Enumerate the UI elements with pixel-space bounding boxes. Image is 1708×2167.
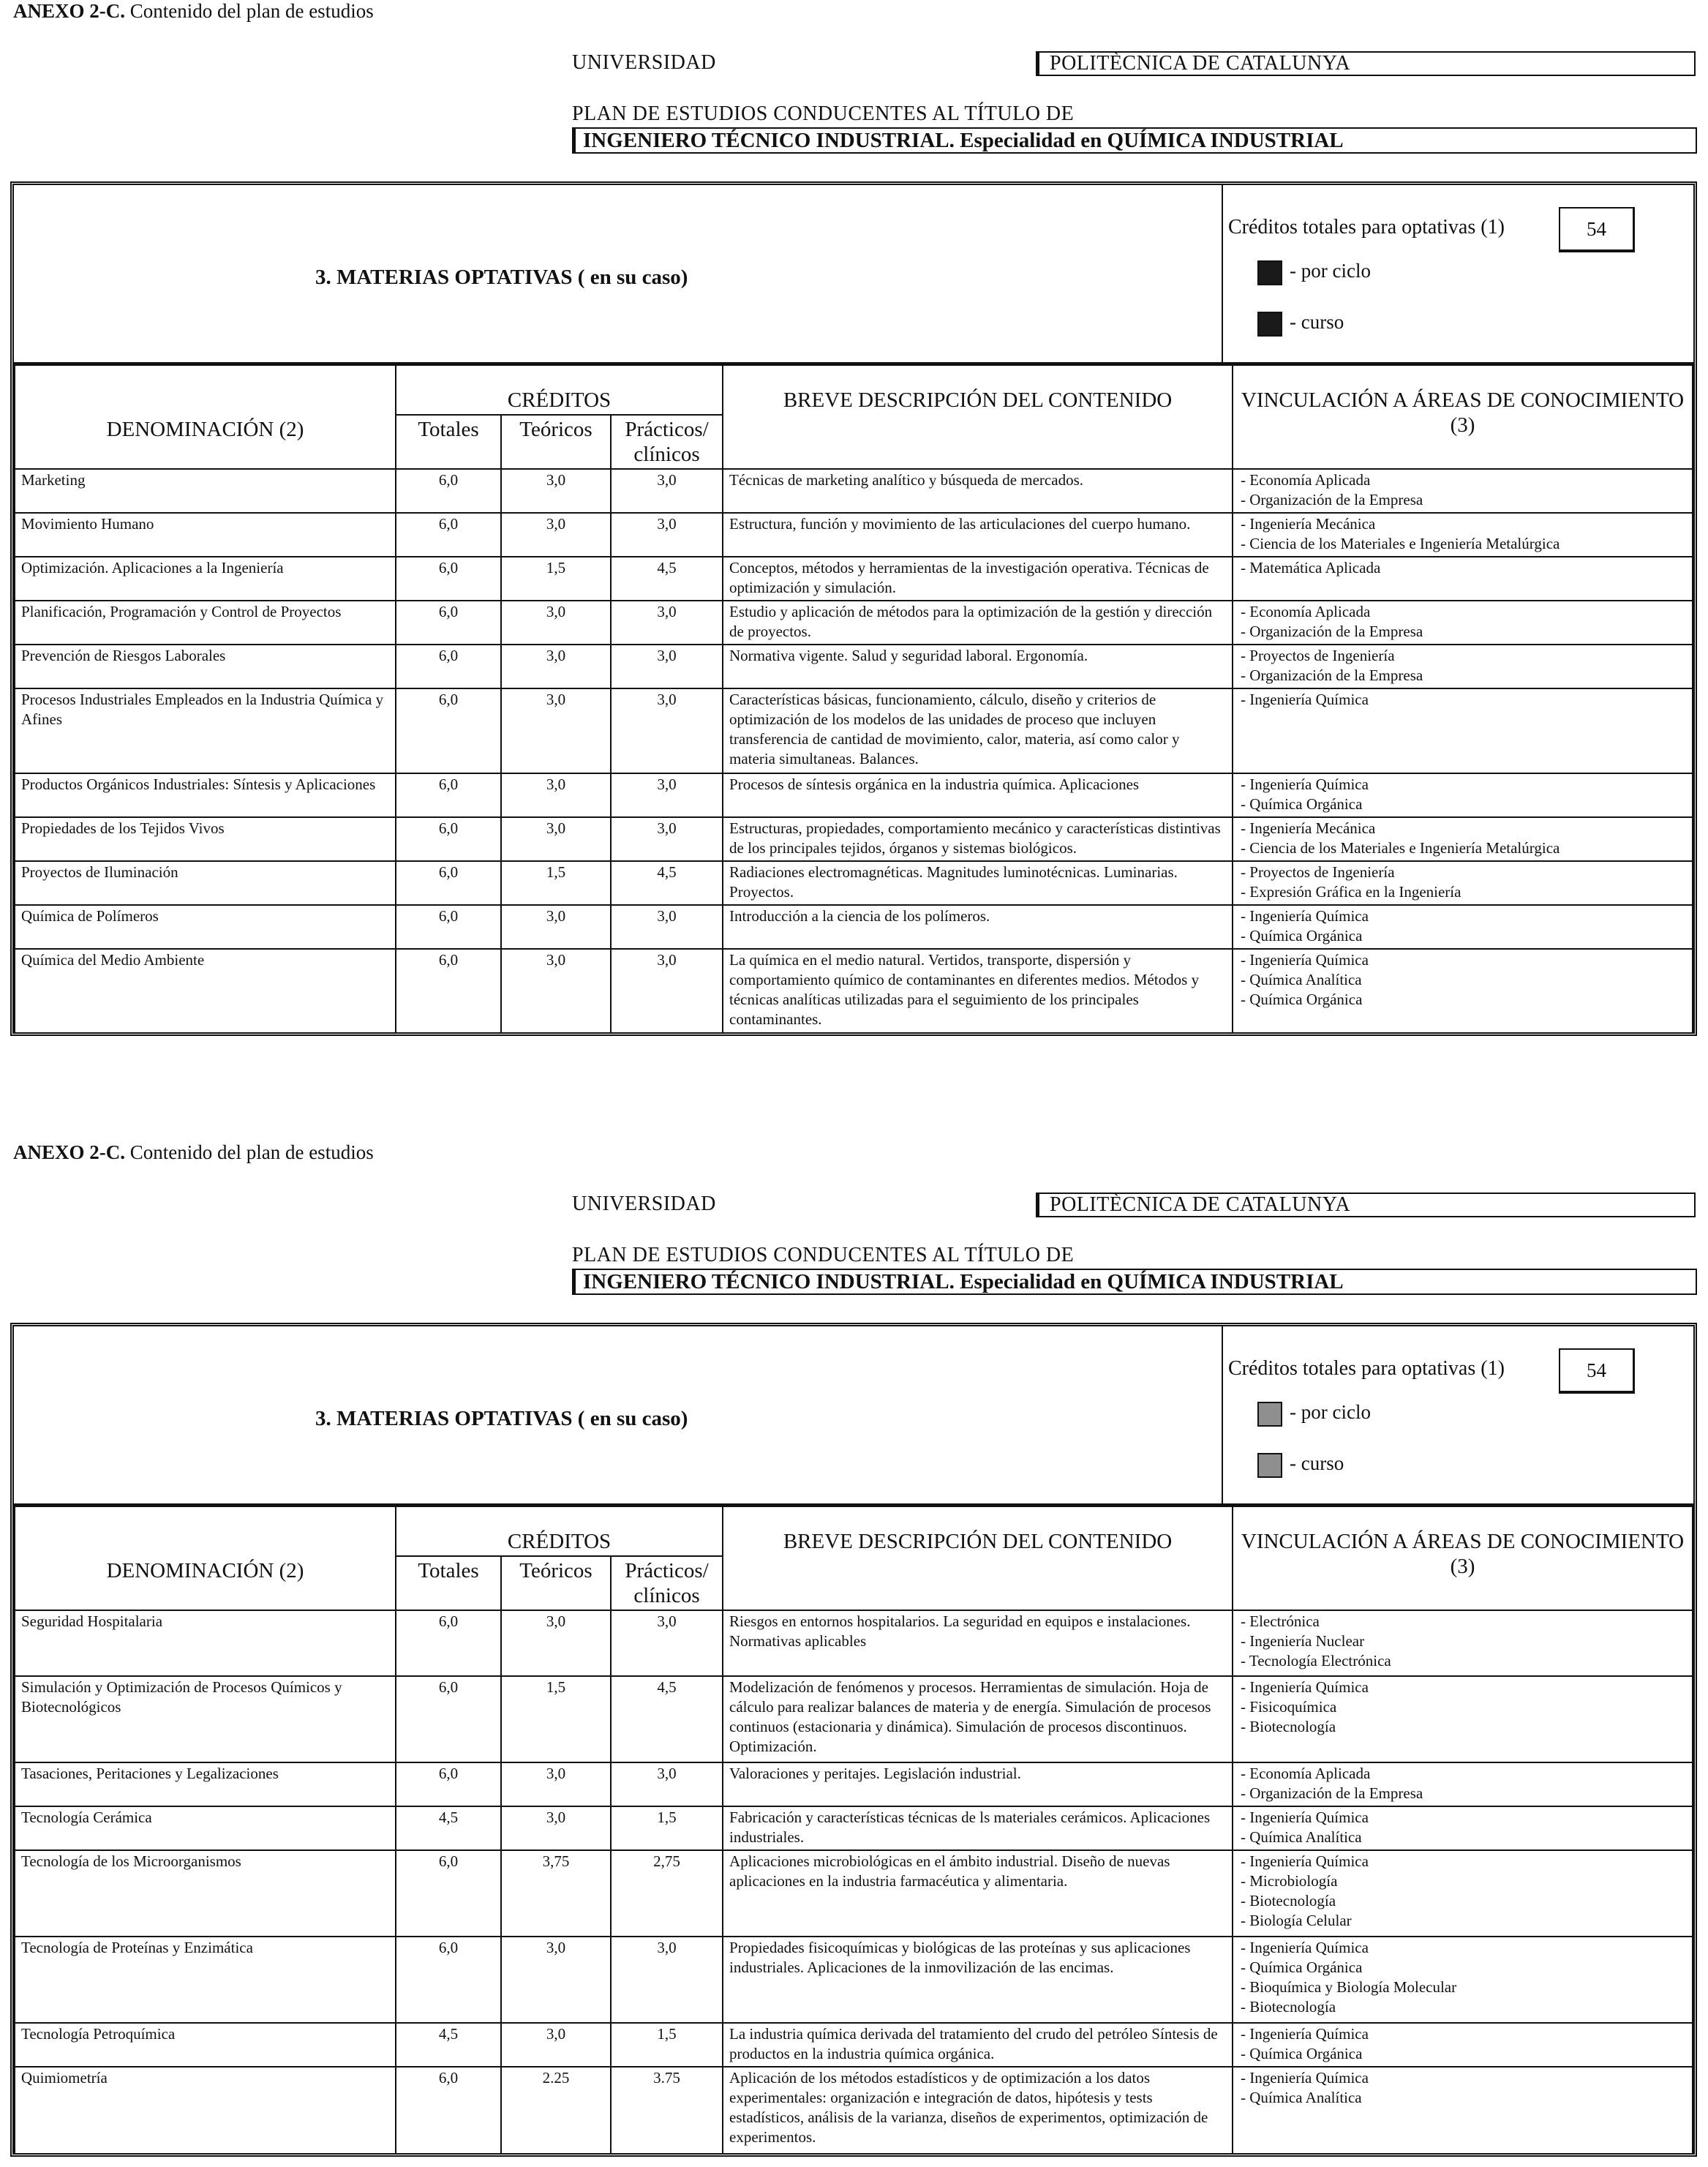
materia-name: Química de Polímeros xyxy=(15,905,396,949)
materia-descripcion: Propiedades fisicoquímicas y biológicas de las proteínas y sus aplicaciones industriales. Aplicaciones de la inmovilización de las encimas. xyxy=(723,1937,1233,2023)
creditos-totales: 6,0 xyxy=(396,645,501,688)
materia-descripcion: Introducción a la ciencia de los polímeros. xyxy=(723,905,1233,949)
header-practicos: Prácticos/ clínicos xyxy=(611,415,723,469)
creditos-teoricos: 3,0 xyxy=(501,1610,611,1676)
header-totales: Totales xyxy=(396,1556,501,1610)
filled-square-icon xyxy=(1257,1402,1282,1427)
universidad-label: UNIVERSIDAD xyxy=(572,51,716,74)
materia-descripcion: Técnicas de marketing analítico y búsqueda de mercados. xyxy=(723,469,1233,513)
header-descripcion: BREVE DESCRIPCIÓN DEL CONTENIDO xyxy=(723,365,1233,469)
creditos-teoricos: 3,0 xyxy=(501,601,611,645)
table-row xyxy=(15,773,1693,817)
materia-areas: - Ingeniería Química - Microbiología - Biotecnología - Biología Celular xyxy=(1233,1850,1693,1937)
table-row xyxy=(15,645,1693,688)
materia-name: Procesos Industriales Empleados en la Industria Química y Afines xyxy=(15,688,396,773)
creditos-totales: 6,0 xyxy=(396,1937,501,2023)
creditos-teoricos: 3,0 xyxy=(501,949,611,1032)
table-row xyxy=(15,1762,1693,1806)
creditos-practicos: 3,0 xyxy=(611,773,723,817)
creditos-practicos: 3.75 xyxy=(611,2067,723,2153)
table-row xyxy=(15,2023,1693,2067)
header-creditos: CRÉDITOS xyxy=(396,1506,723,1556)
divider xyxy=(1222,1326,1223,1503)
materia-name: Quimiometría xyxy=(15,2067,396,2153)
creditos-practicos: 3,0 xyxy=(611,905,723,949)
creditos-practicos: 3,0 xyxy=(611,601,723,645)
creditos-totales-label: Créditos totales para optativas (1) xyxy=(1228,1357,1505,1380)
materia-descripcion: La química en el medio natural. Vertidos, transporte, dispersión y comportamiento químico de contaminantes en diferentes medios. Métodos y técnicas analíticas utilizadas para el seguimiento de los principales contaminantes. xyxy=(723,949,1233,1032)
creditos-totales: 6,0 xyxy=(396,2067,501,2153)
header-denominacion: DENOMINACIÓN (2) xyxy=(15,365,396,469)
plan-label: PLAN DE ESTUDIOS CONDUCENTES AL TÍTULO DE xyxy=(572,1244,1075,1266)
creditos-totales: 6,0 xyxy=(396,1850,501,1937)
creditos-teoricos: 3,75 xyxy=(501,1850,611,1937)
creditos-teoricos: 3,0 xyxy=(501,513,611,557)
header-practicos: Prácticos/ clínicos xyxy=(611,1556,723,1610)
materia-areas: - Ingeniería Química - Química Analítica - Química Orgánica xyxy=(1233,949,1693,1032)
header-teoricos: Teóricos xyxy=(501,415,611,469)
creditos-practicos: 3,0 xyxy=(611,645,723,688)
header-totales: Totales xyxy=(396,415,501,469)
materias-frame xyxy=(10,1323,1697,2157)
creditos-totales: 4,5 xyxy=(396,1806,501,1850)
creditos-practicos: 3,0 xyxy=(611,1762,723,1806)
materia-name: Tecnología Petroquímica xyxy=(15,2023,396,2067)
creditos-practicos: 3,0 xyxy=(611,949,723,1032)
table-row xyxy=(15,688,1693,773)
materia-areas: - Ingeniería Química - Química Analítica xyxy=(1233,2067,1693,2153)
legend-curso: - curso xyxy=(1257,1452,1344,1478)
creditos-totales: 6,0 xyxy=(396,513,501,557)
creditos-practicos: 3,0 xyxy=(611,688,723,773)
materias-rows xyxy=(15,469,1693,1032)
creditos-practicos: 4,5 xyxy=(611,861,723,905)
materia-areas: - Ingeniería Química - Fisicoquímica - Biotecnología xyxy=(1233,1676,1693,1762)
plan-label: PLAN DE ESTUDIOS CONDUCENTES AL TÍTULO DE xyxy=(572,102,1075,125)
materia-name: Tecnología de los Microorganismos xyxy=(15,1850,396,1937)
table-row xyxy=(15,1610,1693,1676)
table-row xyxy=(15,1937,1693,2023)
materia-areas: - Economía Aplicada - Organización de la Empresa xyxy=(1233,1762,1693,1806)
creditos-practicos: 3,0 xyxy=(611,469,723,513)
titulo-box: INGENIERO TÉCNICO INDUSTRIAL. Especialidad en QUÍMICA INDUSTRIAL xyxy=(572,127,1697,154)
creditos-totales-label: Créditos totales para optativas (1) xyxy=(1228,216,1505,239)
materia-areas: - Matemática Aplicada xyxy=(1233,557,1693,601)
header-creditos: CRÉDITOS xyxy=(396,365,723,415)
materia-descripcion: Estudio y aplicación de métodos para la optimización de la gestión y dirección de proyectos. xyxy=(723,601,1233,645)
materia-areas: - Ingeniería Química - Química Orgánica xyxy=(1233,773,1693,817)
materia-descripcion: Aplicación de los métodos estadísticos y de optimización a los datos experimentales: organización e integración de datos, hipótesis y tests estadísticos, análisis de la varianza, diseños de experimentos, optimización de experimentos. xyxy=(723,2067,1233,2153)
header-descripcion: BREVE DESCRIPCIÓN DEL CONTENIDO xyxy=(723,1506,1233,1610)
materias-rows xyxy=(15,1610,1693,2153)
table-row xyxy=(15,861,1693,905)
materia-name: Química del Medio Ambiente xyxy=(15,949,396,1032)
materia-descripcion: Valoraciones y peritajes. Legislación industrial. xyxy=(723,1762,1233,1806)
legend-por-ciclo: - por ciclo xyxy=(1257,1401,1371,1427)
header-vinculacion: VINCULACIÓN A ÁREAS DE CONOCIMIENTO (3) xyxy=(1233,365,1693,469)
materia-areas: - Ingeniería Química - Química Analítica xyxy=(1233,1806,1693,1850)
creditos-totales: 4,5 xyxy=(396,2023,501,2067)
table-row xyxy=(15,1806,1693,1850)
materia-descripcion: Estructuras, propiedades, comportamiento mecánico y características distintivas de los principales tejidos, órganos y sistemas biológicos. xyxy=(723,817,1233,861)
creditos-practicos: 1,5 xyxy=(611,2023,723,2067)
creditos-totales: 6,0 xyxy=(396,1676,501,1762)
materia-descripcion: La industria química derivada del tratamiento del crudo del petróleo Síntesis de productos en la industria química orgánica. xyxy=(723,2023,1233,2067)
creditos-totales: 6,0 xyxy=(396,1610,501,1676)
materia-name: Prevención de Riesgos Laborales xyxy=(15,645,396,688)
creditos-practicos: 3,0 xyxy=(611,1610,723,1676)
creditos-practicos: 3,0 xyxy=(611,817,723,861)
table-row xyxy=(15,601,1693,645)
materia-areas: - Ingeniería Química xyxy=(1233,688,1693,773)
creditos-totales: 6,0 xyxy=(396,469,501,513)
creditos-teoricos: 3,0 xyxy=(501,773,611,817)
creditos-teoricos: 3,0 xyxy=(501,645,611,688)
creditos-teoricos: 3,0 xyxy=(501,2023,611,2067)
filled-square-icon xyxy=(1257,260,1282,285)
table-row xyxy=(15,469,1693,513)
creditos-totales: 6,0 xyxy=(396,773,501,817)
universidad-value: POLITÈCNICA DE CATALUNYA xyxy=(1036,1193,1696,1217)
creditos-teoricos: 3,0 xyxy=(501,469,611,513)
titulo-box: INGENIERO TÉCNICO INDUSTRIAL. Especialidad en QUÍMICA INDUSTRIAL xyxy=(572,1269,1697,1295)
materia-name: Propiedades de los Tejidos Vivos xyxy=(15,817,396,861)
creditos-teoricos: 3,0 xyxy=(501,1762,611,1806)
materia-areas: - Proyectos de Ingeniería - Expresión Gráfica en la Ingeniería xyxy=(1233,861,1693,905)
filled-square-icon xyxy=(1257,1453,1282,1478)
materias-frame xyxy=(10,181,1697,1036)
creditos-teoricos: 2.25 xyxy=(501,2067,611,2153)
materia-descripcion: Procesos de síntesis orgánica en la industria química. Aplicaciones xyxy=(723,773,1233,817)
materias-table xyxy=(14,364,1693,1032)
materias-table xyxy=(14,1506,1693,2153)
materia-descripcion: Características básicas, funcionamiento, cálculo, diseño y criterios de optimización de los modelos de las unidades de proceso que incluyen transferencia de cantidad de movimiento, calor, materia, así como calor y materia simultaneas. Balances. xyxy=(723,688,1233,773)
materia-descripcion: Fabricación y características técnicas de ls materiales cerámicos. Aplicaciones industriales. xyxy=(723,1806,1233,1850)
creditos-totales-value: 54 xyxy=(1559,207,1635,252)
universidad-label: UNIVERSIDAD xyxy=(572,1193,716,1215)
creditos-totales: 6,0 xyxy=(396,861,501,905)
creditos-practicos: 3,0 xyxy=(611,513,723,557)
creditos-totales-value: 54 xyxy=(1559,1348,1635,1394)
anexo-heading: ANEXO 2-C. Contenido del plan de estudios xyxy=(13,0,374,22)
creditos-totales: 6,0 xyxy=(396,1762,501,1806)
creditos-practicos: 4,5 xyxy=(611,557,723,601)
universidad-value: POLITÈCNICA DE CATALUNYA xyxy=(1036,51,1696,76)
creditos-practicos: 1,5 xyxy=(611,1806,723,1850)
creditos-teoricos: 3,0 xyxy=(501,1806,611,1850)
creditos-totales: 6,0 xyxy=(396,557,501,601)
creditos-totales: 6,0 xyxy=(396,949,501,1032)
materia-areas: - Economía Aplicada - Organización de la Empresa xyxy=(1233,469,1693,513)
materias-header-area xyxy=(14,1326,1693,1506)
materia-name: Marketing xyxy=(15,469,396,513)
materia-areas: - Ingeniería Mecánica - Ciencia de los Materiales e Ingeniería Metalúrgica xyxy=(1233,817,1693,861)
materias-header-area xyxy=(14,185,1693,364)
header-denominacion: DENOMINACIÓN (2) xyxy=(15,1506,396,1610)
creditos-totales: 6,0 xyxy=(396,905,501,949)
materia-areas: - Proyectos de Ingeniería - Organización de la Empresa xyxy=(1233,645,1693,688)
materia-name: Simulación y Optimización de Procesos Químicos y Biotecnológicos xyxy=(15,1676,396,1762)
creditos-teoricos: 3,0 xyxy=(501,688,611,773)
table-row xyxy=(15,557,1693,601)
materia-name: Tecnología de Proteínas y Enzimática xyxy=(15,1937,396,2023)
header-teoricos: Teóricos xyxy=(501,1556,611,1610)
table-row xyxy=(15,2067,1693,2153)
creditos-teoricos: 3,0 xyxy=(501,905,611,949)
divider xyxy=(1222,185,1223,362)
materia-descripcion: Conceptos, métodos y herramientas de la investigación operativa. Técnicas de optimización y simulación. xyxy=(723,557,1233,601)
table-row xyxy=(15,905,1693,949)
materia-areas: - Ingeniería Química - Química Orgánica - Bioquímica y Biología Molecular - Biotecnología xyxy=(1233,1937,1693,2023)
header-vinculacion: VINCULACIÓN A ÁREAS DE CONOCIMIENTO (3) xyxy=(1233,1506,1693,1610)
materia-name: Productos Orgánicos Industriales: Síntesis y Aplicaciones xyxy=(15,773,396,817)
table-row xyxy=(15,1676,1693,1762)
legend-curso: - curso xyxy=(1257,311,1344,337)
legend-por-ciclo: - por ciclo xyxy=(1257,260,1371,285)
table-row xyxy=(15,817,1693,861)
materia-areas: - Ingeniería Química - Química Orgánica xyxy=(1233,2023,1693,2067)
materia-descripcion: Estructura, función y movimiento de las articulaciones del cuerpo humano. xyxy=(723,513,1233,557)
materia-descripcion: Radiaciones electromagnéticas. Magnitudes luminotécnicas. Luminarias. Proyectos. xyxy=(723,861,1233,905)
materia-descripcion: Riesgos en entornos hospitalarios. La seguridad en equipos e instalaciones. Normativas aplicables xyxy=(723,1610,1233,1676)
materia-areas: - Ingeniería Mecánica - Ciencia de los Materiales e Ingeniería Metalúrgica xyxy=(1233,513,1693,557)
materia-name: Planificación, Programación y Control de Proyectos xyxy=(15,601,396,645)
creditos-practicos: 2,75 xyxy=(611,1850,723,1937)
creditos-teoricos: 1,5 xyxy=(501,557,611,601)
materia-name: Optimización. Aplicaciones a la Ingeniería xyxy=(15,557,396,601)
materia-descripcion: Aplicaciones microbiológicas en el ámbito industrial. Diseño de nuevas aplicaciones en la industria farmacéutica y alimentaria. xyxy=(723,1850,1233,1937)
creditos-practicos: 4,5 xyxy=(611,1676,723,1762)
materia-name: Tecnología Cerámica xyxy=(15,1806,396,1850)
materia-areas: - Electrónica - Ingeniería Nuclear - Tecnología Electrónica xyxy=(1233,1610,1693,1676)
materia-name: Tasaciones, Peritaciones y Legalizaciones xyxy=(15,1762,396,1806)
creditos-teoricos: 1,5 xyxy=(501,861,611,905)
table-row xyxy=(15,1850,1693,1937)
table-row xyxy=(15,949,1693,1032)
materia-name: Movimiento Humano xyxy=(15,513,396,557)
creditos-totales: 6,0 xyxy=(396,601,501,645)
creditos-teoricos: 1,5 xyxy=(501,1676,611,1762)
materia-name: Proyectos de Iluminación xyxy=(15,861,396,905)
anexo-heading: ANEXO 2-C. Contenido del plan de estudios xyxy=(13,1141,374,1163)
creditos-teoricos: 3,0 xyxy=(501,1937,611,2023)
creditos-totales: 6,0 xyxy=(396,688,501,773)
filled-square-icon xyxy=(1257,312,1282,337)
materia-descripcion: Modelización de fenómenos y procesos. Herramientas de simulación. Hoja de cálculo para realizar balances de materia y de energía. Simulación de procesos continuos (estacionaria y dinámica). Simulación de procesos discontinuos. Optimización. xyxy=(723,1676,1233,1762)
creditos-practicos: 3,0 xyxy=(611,1937,723,2023)
table-row xyxy=(15,513,1693,557)
materia-areas: - Economía Aplicada - Organización de la Empresa xyxy=(1233,601,1693,645)
creditos-totales: 6,0 xyxy=(396,817,501,861)
materias-title: 3. MATERIAS OPTATIVAS ( en su caso) xyxy=(315,266,688,289)
creditos-teoricos: 3,0 xyxy=(501,817,611,861)
materia-areas: - Ingeniería Química - Química Orgánica xyxy=(1233,905,1693,949)
materia-descripcion: Normativa vigente. Salud y seguridad laboral. Ergonomía. xyxy=(723,645,1233,688)
materias-title: 3. MATERIAS OPTATIVAS ( en su caso) xyxy=(315,1407,688,1430)
materia-name: Seguridad Hospitalaria xyxy=(15,1610,396,1676)
